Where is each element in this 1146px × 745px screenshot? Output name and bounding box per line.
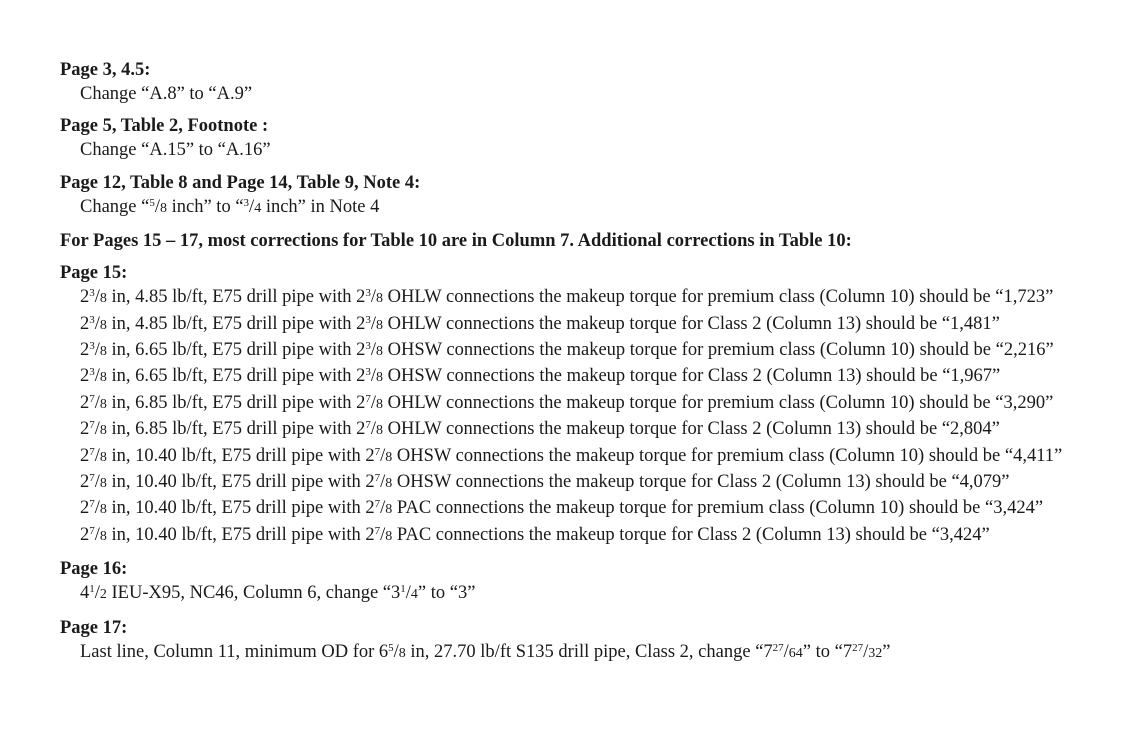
correction-line: $2^7/8$ in, 6.85 lb/ft, E75 drill pipe with $2^7/8$ OHLW connections the makeup torque for premium class (Column 10) should be “3,290”: [80, 392, 1054, 413]
section-heading: Page 15:: [60, 263, 128, 284]
section-heading: Page 12, Table 8 and Page 14, Table 9, Note 4:: [60, 172, 421, 193]
errata-section: [60, 58, 1120, 106]
errata-section: [60, 229, 1120, 253]
correction-line: $2^3/8$ in, 6.65 lb/ft, E75 drill pipe with $2^3/8$ OHSW connections the makeup torque for Class 2 (Column 13) should be “1,967”: [80, 366, 1001, 387]
section-heading: Page 17:: [60, 617, 128, 638]
correction-line: $2^7/8$ in, 10.40 lb/ft, E75 drill pipe with $2^7/8$ PAC connections the makeup torque for premium class (Column 10) should be “3,424”: [80, 498, 1044, 519]
errata-section: [60, 114, 1120, 162]
correction-line: Change “$^5$/8 inch” to “$^3$/4 inch” in Note 4: [80, 196, 380, 217]
correction-line: Change “A.8” to “A.9”: [80, 84, 253, 104]
errata-section: [60, 616, 1120, 666]
correction-line: Last line, Column 11, minimum OD for $6^5/8$ in, 27.70 lb/ft S135 drill pipe, Class 2, change “$7^{27}/64$” to “$7^{27}/32$”: [80, 641, 891, 662]
correction-line: Change “A.15” to “A.16”: [80, 140, 271, 161]
correction-line: $2^3/8$ in, 6.65 lb/ft, E75 drill pipe with $2^3/8$ OHSW connections the makeup torque for premium class (Column 10) should be “2,216”: [80, 340, 1054, 361]
section-heading: Page 5, Table 2, Footnote :: [60, 116, 269, 137]
correction-line: $2^3/8$ in, 4.85 lb/ft, E75 drill pipe with $2^3/8$ OHLW connections the makeup torque for Class 2 (Column 13) should be “1,481”: [80, 313, 1000, 334]
correction-line: $2^7/8$ in, 10.40 lb/ft, E75 drill pipe with $2^7/8$ OHSW connections the makeup torque for premium class (Column 10) should be “4,411”: [80, 445, 1063, 466]
errata-section: [60, 171, 1120, 221]
errata-section: [60, 261, 1120, 549]
correction-line: $2^7/8$ in, 10.40 lb/ft, E75 drill pipe with $2^7/8$ PAC connections the makeup torque for Class 2 (Column 13) should be “3,424”: [80, 524, 990, 545]
section-heading: Page 16:: [60, 559, 128, 580]
correction-line: $4^1/2$ IEU-X95, NC46, Column 6, change “$3^1/4$” to “3”: [80, 583, 476, 604]
errata-section: [60, 557, 1120, 607]
errata-document: [60, 58, 1120, 674]
correction-line: $2^7/8$ in, 10.40 lb/ft, E75 drill pipe with $2^7/8$ OHSW connections the makeup torque for Class 2 (Column 13) should be “4,079”: [80, 472, 1010, 493]
correction-line: $2^7/8$ in, 6.85 lb/ft, E75 drill pipe with $2^7/8$ OHLW connections the makeup torque for Class 2 (Column 13) should be “2,804”: [80, 419, 1000, 440]
section-heading: For Pages 15 – 17, most corrections for Table 10 are in Column 7. Additional corrections in Table 10:: [60, 231, 852, 252]
correction-line: $2^3/8$ in, 4.85 lb/ft, E75 drill pipe with $2^3/8$ OHLW connections the makeup torque for premium class (Column 10) should be “1,723”: [80, 287, 1054, 308]
section-heading: Page 3, 4.5:: [60, 60, 151, 80]
